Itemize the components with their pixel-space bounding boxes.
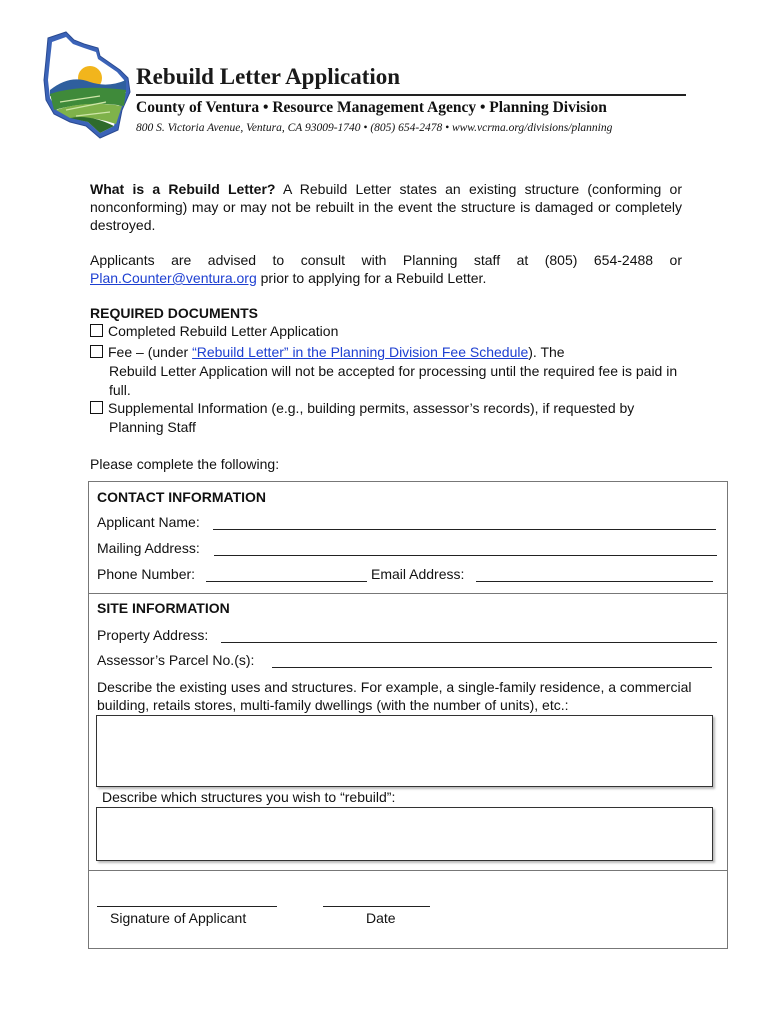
describe-uses-label: Describe the existing uses and structures. For example, a single-family residence, a commercial building, retails stores, multi-family dwellings (with the number of units), etc.: [97, 679, 692, 713]
intro-paragraph [90, 180, 682, 234]
checkbox-application[interactable] [90, 324, 103, 337]
required-item-application [90, 322, 690, 341]
intro-answer: A Rebuild Letter states an existing structure (conforming or nonconforming) may or may not be rebuilt in the event the structure is damaged or completely destroyed. [90, 181, 683, 233]
applicant-name-label: Applicant Name: [97, 514, 200, 530]
parcel-number-label: Assessor’s Parcel No.(s): [97, 652, 255, 668]
site-heading: SITE INFORMATION [97, 600, 230, 616]
applicant-name-field[interactable] [213, 529, 716, 530]
required-item-supplemental [90, 399, 690, 437]
phone-number-label: Phone Number: [97, 566, 196, 582]
please-complete-text: Please complete the following: [90, 456, 280, 472]
page-title: Rebuild Letter Application [136, 64, 401, 89]
describe-uses-textarea[interactable] [96, 715, 713, 787]
parcel-number-field[interactable] [272, 667, 712, 668]
section-divider-contact [88, 593, 728, 594]
describe-rebuild-textarea[interactable] [96, 807, 713, 861]
phone-number-field[interactable] [206, 581, 367, 582]
property-address-field[interactable] [221, 642, 717, 643]
advise-prefix: Applicants are advised to consult with Planning staff at (805) 654-2488 or [90, 252, 682, 268]
required-item-fee-suffix: ). The [528, 344, 565, 360]
header-divider [136, 94, 686, 96]
required-item-supplemental-label: Supplemental Information (e.g., building permits, assessor’s records), if requested by [108, 400, 635, 416]
required-item-fee-prefix: Fee – (under [108, 344, 193, 360]
email-address-label: Email Address: [371, 566, 465, 582]
email-link[interactable]: Plan.Counter@ventura.org [90, 270, 257, 286]
mailing-address-label: Mailing Address: [97, 540, 200, 556]
advise-suffix: prior to applying for a Rebuild Letter. [256, 270, 487, 286]
county-logo-icon [40, 30, 136, 140]
required-item-fee [90, 343, 690, 400]
agency-address-line: 800 S. Victoria Avenue, Ventura, CA 93009-1740 • (805) 654-2478 • www.vcrma.org/divisions/planning [136, 122, 613, 134]
signature-label: Signature of Applicant [110, 910, 247, 926]
date-label: Date [366, 910, 396, 926]
section-divider-site [88, 870, 728, 871]
mailing-address-field[interactable] [214, 555, 717, 556]
property-address-label: Property Address: [97, 627, 209, 643]
required-documents-heading: REQUIRED DOCUMENTS [90, 305, 259, 321]
required-item-supplemental-continuation: Planning Staff [109, 419, 196, 435]
required-item-fee-continuation: Rebuild Letter Application will not be accepted for processing until the required fee is paid in full. [109, 363, 678, 398]
checkbox-fee[interactable] [90, 345, 103, 358]
describe-rebuild-label: Describe which structures you wish to “rebuild”: [102, 789, 396, 805]
email-address-field[interactable] [476, 581, 713, 582]
contact-heading: CONTACT INFORMATION [97, 489, 267, 505]
signature-field[interactable] [97, 906, 277, 907]
fee-schedule-link[interactable]: “Rebuild Letter” in the Planning Division Fee Schedule [192, 344, 529, 360]
intro-question: What is a Rebuild Letter? [90, 181, 276, 197]
advise-paragraph [90, 251, 682, 287]
checkbox-supplemental[interactable] [90, 401, 103, 414]
date-field[interactable] [323, 906, 430, 907]
agency-subtitle: County of Ventura • Resource Management Agency • Planning Division [136, 99, 607, 116]
required-item-application-label: Completed Rebuild Letter Application [108, 323, 339, 339]
